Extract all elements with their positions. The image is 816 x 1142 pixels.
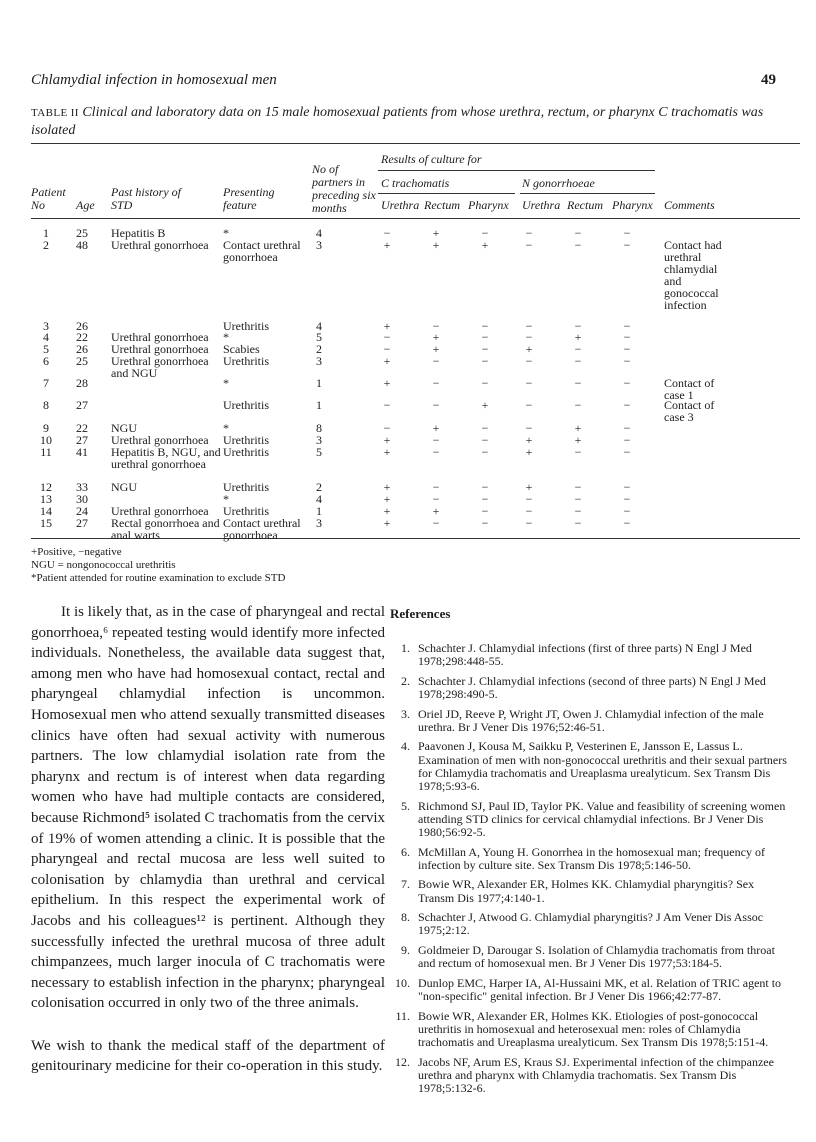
body-paragraph: It is likely that, as in the case of pharyngeal and rectal gonorrhoea,⁶ repeated testing would identify more infected individuals. Nonetheless, the available data suggest that, among men who have had homosexual contact, rectal and pharyngeal chlamydial infection is uncommon. Homosexual men who attend sexually transmitted diseases clinics have often had sexual activity with numerous partners. The low chlamydial isolation rate from the pharynx and rectum is of interest when data regarding women who have had multiple contacts are considered, because Richmond⁵ isolated C trachomatis from the cervix of 19% of women attending a clinic. It is possible that the pharyngeal and rectal mucosa are less well suited to colonisation by chlamydia than urethral and cervical epithelium. In this respect the experimental work of Jacobs and his colleagues¹² is pertinent. Although they successfully infected the urethral mucosa of three adult chimpanzees, much larger inocula of C trachomatis were necessary to establish infection in the pharynx; pharyngeal colonisation occurred in only two of the three animals. <box>31 604 385 1012</box>
cell-ng-p: − <box>623 238 631 252</box>
reference-text: Dunlop EMC, Harper IA, Al-Hussaini MK, et al. Relation of TRIC agent to "non-specific" genital infection. Br J Vener Dis 1966;42:77-87. <box>418 975 782 1003</box>
cell-ct-u: + <box>383 238 391 252</box>
cell-ct-p: − <box>481 433 489 447</box>
cell-ct-r: + <box>432 226 440 240</box>
reference-number: 4. <box>401 739 410 754</box>
cell-ct-p: − <box>481 226 489 240</box>
reference-item <box>390 642 790 668</box>
cell-ng-p: − <box>623 516 631 530</box>
cell-ct-r: + <box>432 330 440 344</box>
cell-presenting: Urethritis <box>223 398 269 412</box>
header-patient-no: Patient No <box>31 185 66 212</box>
body-text <box>31 602 385 1077</box>
cell-presenting: Scabies <box>223 342 260 356</box>
cell-ng-p: − <box>623 504 631 518</box>
cell-presenting: Contact urethral gonorrhoea <box>223 516 301 542</box>
cell-ct-u: − <box>383 330 391 344</box>
running-head: Chlamydial infection in homosexual men <box>31 72 277 88</box>
table-caption <box>31 104 801 139</box>
cell-ct-u: + <box>383 480 391 494</box>
reference-text: Schachter J. Chlamydial infections (second of three parts) N Engl J Med 1978;298:490-5. <box>418 673 766 701</box>
cell-ct-p: − <box>481 445 489 459</box>
cell-ct-u: + <box>383 504 391 518</box>
reference-item <box>390 708 790 734</box>
table-top-rule <box>31 143 800 144</box>
cell-no: 12 <box>40 480 52 494</box>
cell-ng-u: − <box>525 504 533 518</box>
reference-number: 9. <box>401 942 410 957</box>
ct-rule <box>378 193 515 194</box>
reference-text: Bowie WR, Alexander ER, Holmes KK. Etiologies of post-gonococcal urethritis in homosexual and heterosexual men: roles of Chlamydia trachomatis and Ureaplasma urealyticum. Sex Transm Dis 1978;5:151-4. <box>418 1008 769 1049</box>
cell-age: 22 <box>76 421 88 435</box>
cell-ng-u: − <box>525 330 533 344</box>
reference-text: Schachter J. Chlamydial infections (first of three parts) N Engl J Med 1978;298:448-55. <box>418 641 752 669</box>
cell-ng-p: − <box>623 330 631 344</box>
reference-item <box>390 977 790 1003</box>
cell-ng-r: + <box>574 330 582 344</box>
cell-history: Hepatitis B, NGU, and urethral gonorrhoea <box>111 445 221 471</box>
header-age: Age <box>76 198 95 212</box>
cell-ng-r: − <box>574 398 582 412</box>
cell-ct-u: + <box>383 354 391 368</box>
cell-age: 26 <box>76 342 88 356</box>
header-presenting: Presenting feature <box>223 185 275 212</box>
cell-presenting: Urethritis <box>223 445 269 459</box>
cell-age: 27 <box>76 398 88 412</box>
cell-ng-p: − <box>623 445 631 459</box>
cell-ng-p: − <box>623 492 631 506</box>
cell-no: 2 <box>43 238 49 252</box>
cell-no: 4 <box>43 330 49 344</box>
cell-age: 30 <box>76 492 88 506</box>
cell-no: 8 <box>43 398 49 412</box>
cell-partners: 5 <box>316 445 322 459</box>
cell-ct-r: − <box>432 354 440 368</box>
cell-presenting: Urethritis <box>223 433 269 447</box>
table-label: TABLE II <box>31 107 79 119</box>
cell-ct-p: − <box>481 516 489 530</box>
reference-number: 3. <box>401 706 410 721</box>
cell-no: 10 <box>40 433 52 447</box>
cell-no: 14 <box>40 504 52 518</box>
header-ct: C trachomatis <box>381 176 450 190</box>
cell-partners: 3 <box>316 516 322 530</box>
cell-ng-p: − <box>623 354 631 368</box>
cell-ct-p: − <box>481 330 489 344</box>
cell-history: NGU <box>111 480 137 494</box>
cell-ct-r: − <box>432 433 440 447</box>
cell-ng-u: − <box>525 516 533 530</box>
cell-age: 25 <box>76 354 88 368</box>
footnote: *Patient attended for routine examination to exclude STD <box>31 572 286 584</box>
cell-ct-r: − <box>432 492 440 506</box>
reference-number: 2. <box>401 673 410 688</box>
cell-ct-u: + <box>383 319 391 333</box>
reference-item <box>390 740 790 793</box>
cell-no: 3 <box>43 319 49 333</box>
cell-ng-r: − <box>574 492 582 506</box>
cell-age: 41 <box>76 445 88 459</box>
cell-age: 27 <box>76 433 88 447</box>
reference-text: Paavonen J, Kousa M, Saikku P, Vesterinen E, Jansson E, Lassus L. Examination of men with non-gonococcal urethritis and their sexual partners for Chlamydia trachomatis and Ureaplasma urealyticum. Sex Transm Dis 1978;5:93-6. <box>418 739 787 793</box>
cell-ct-u: + <box>383 492 391 506</box>
header-ng: N gonorrhoeae <box>522 176 595 190</box>
reference-number: 11. <box>395 1008 410 1023</box>
cell-no: 11 <box>40 445 52 459</box>
cell-no: 1 <box>43 226 49 240</box>
cell-presenting: * <box>223 226 229 240</box>
cell-comments: Contact of case 1 <box>664 376 715 402</box>
cell-no: 5 <box>43 342 49 356</box>
cell-age: 28 <box>76 376 88 390</box>
reference-number: 1. <box>401 641 410 655</box>
cell-ng-p: − <box>623 480 631 494</box>
cell-presenting: * <box>223 330 229 344</box>
cell-ct-p: − <box>481 492 489 506</box>
cell-age: 25 <box>76 226 88 240</box>
cell-ng-u: − <box>525 238 533 252</box>
cell-ng-p: − <box>623 376 631 390</box>
reference-number: 12. <box>395 1054 410 1069</box>
header-ct-pharynx: Pharynx <box>468 198 509 212</box>
cell-partners: 2 <box>316 342 322 356</box>
cell-age: 27 <box>76 516 88 530</box>
cell-presenting: * <box>223 492 229 506</box>
cell-ng-u: + <box>525 433 533 447</box>
cell-ct-p: − <box>481 342 489 356</box>
cell-ct-r: − <box>432 445 440 459</box>
reference-item <box>390 878 790 904</box>
cell-ct-p: − <box>481 354 489 368</box>
table-footnotes <box>31 546 285 585</box>
reference-number: 8. <box>401 910 410 925</box>
reference-item <box>390 1010 790 1050</box>
cell-ct-r: + <box>432 342 440 356</box>
cell-comments: Contact of case 3 <box>664 398 715 424</box>
cell-history: Hepatitis B <box>111 226 166 240</box>
reference-item <box>390 846 790 872</box>
cell-partners: 4 <box>316 226 322 240</box>
header-ng-rectum: Rectum <box>567 198 603 212</box>
cell-partners: 8 <box>316 421 322 435</box>
cell-ct-p: − <box>481 480 489 494</box>
cell-history: Urethral gonorrhoea <box>111 238 209 252</box>
cell-age: 33 <box>76 480 88 494</box>
cell-partners: 3 <box>316 433 322 447</box>
cell-age: 22 <box>76 330 88 344</box>
results-rule <box>378 170 655 171</box>
cell-ng-u: − <box>525 319 533 333</box>
reference-number: 6. <box>401 844 410 859</box>
cell-ng-r: − <box>574 319 582 333</box>
reference-text: Bowie WR, Alexander ER, Holmes KK. Chlamydial pharyngitis? Sex Transm Dis 1977;4:140-1. <box>418 877 755 905</box>
cell-presenting: Urethritis <box>223 480 269 494</box>
cell-ng-p: − <box>623 398 631 412</box>
reference-item <box>390 1056 790 1096</box>
cell-ng-r: − <box>574 226 582 240</box>
cell-history: Urethral gonorrhoea <box>111 342 209 356</box>
cell-ng-u: − <box>525 354 533 368</box>
cell-ct-u: + <box>383 445 391 459</box>
cell-ct-u: + <box>383 516 391 530</box>
cell-ct-p: − <box>481 421 489 435</box>
cell-ng-r: − <box>574 376 582 390</box>
table-caption-text: Clinical and laboratory data on 15 male homosexual patients from whose urethra, rectum, or pharynx C trachomatis was isolated <box>31 105 764 138</box>
cell-history: Urethral gonorrhoea <box>111 504 209 518</box>
acknowledgement: We wish to thank the medical staff of the department of genitourinary medicine for their co-operation in this study. <box>31 1037 385 1075</box>
header-bottom-rule <box>31 218 800 219</box>
cell-partners: 1 <box>316 376 322 390</box>
cell-ct-r: − <box>432 516 440 530</box>
cell-presenting: Urethritis <box>223 354 269 368</box>
cell-presenting: Urethritis <box>223 319 269 333</box>
cell-ng-u: + <box>525 342 533 356</box>
cell-ng-r: + <box>574 433 582 447</box>
reference-item <box>390 800 790 840</box>
cell-ct-u: + <box>383 433 391 447</box>
cell-history: Urethral gonorrhoea and NGU <box>111 354 209 380</box>
cell-age: 26 <box>76 319 88 333</box>
reference-item <box>390 944 790 970</box>
cell-ct-u: − <box>383 226 391 240</box>
reference-item <box>390 675 790 701</box>
cell-comments: Contact had urethral chlamydial and gonococcal infection <box>664 238 722 312</box>
cell-ng-r: − <box>574 342 582 356</box>
header-ct-rectum: Rectum <box>424 198 460 212</box>
cell-partners: 3 <box>316 238 322 252</box>
cell-ng-r: − <box>574 480 582 494</box>
cell-ct-u: − <box>383 398 391 412</box>
header-ng-urethra: Urethra <box>522 198 561 212</box>
cell-partners: 4 <box>316 319 322 333</box>
cell-ng-r: − <box>574 445 582 459</box>
cell-ng-u: − <box>525 376 533 390</box>
cell-ng-r: − <box>574 354 582 368</box>
cell-ng-u: − <box>525 492 533 506</box>
cell-age: 48 <box>76 238 88 252</box>
cell-ct-r: − <box>432 480 440 494</box>
cell-presenting: Contact urethral gonorrhoea <box>223 238 301 264</box>
header-ng-pharynx: Pharynx <box>612 198 653 212</box>
cell-ng-u: − <box>525 226 533 240</box>
header-partners: No of partners in preceding six months <box>312 162 376 215</box>
cell-partners: 1 <box>316 504 322 518</box>
reference-text: Schachter J, Atwood G. Chlamydial pharyngitis? J Am Vener Dis Assoc 1975;2:12. <box>418 910 764 938</box>
cell-ng-r: − <box>574 238 582 252</box>
cell-ng-r: − <box>574 516 582 530</box>
cell-partners: 3 <box>316 354 322 368</box>
reference-text: Goldmeier D, Darougar S. Isolation of Chlamydia trachomatis from throat and rectum of homosexual men. Br J Vener Dis 1977;53:184-5. <box>418 942 775 971</box>
footnote: +Positive, −negative <box>31 546 122 558</box>
cell-ct-p: − <box>481 504 489 518</box>
cell-no: 15 <box>40 516 52 530</box>
reference-text: Jacobs NF, Arum ES, Kraus SJ. Experimental infection of the chimpanzee urethra and pharynx with Chlamydia trachomatis. Sex Transm Dis 1978;5:132-6. <box>418 1054 774 1095</box>
reference-text: Richmond SJ, Paul ID, Taylor PK. Value and feasibility of screening women attending STD clinics for cervical chlamydial infections. Br J Vener Dis 1980;56:92-5. <box>418 798 786 839</box>
reference-text: Oriel JD, Reeve P, Wright JT, Owen J. Chlamydial infection of the male urethra. Br J Vener Dis 1976;52:46-51. <box>418 706 764 734</box>
header-results: Results of culture for <box>381 152 482 166</box>
cell-ng-r: − <box>574 504 582 518</box>
cell-ct-p: + <box>481 238 489 252</box>
cell-ct-u: − <box>383 342 391 356</box>
cell-ct-r: + <box>432 421 440 435</box>
cell-ng-u: + <box>525 445 533 459</box>
cell-ng-u: − <box>525 421 533 435</box>
cell-history: Rectal gonorrhoea and anal warts <box>111 516 220 542</box>
cell-partners: 2 <box>316 480 322 494</box>
cell-history: NGU <box>111 421 137 435</box>
footnote: NGU = nongonococcal urethritis <box>31 559 176 571</box>
cell-ng-u: − <box>525 398 533 412</box>
cell-partners: 5 <box>316 330 322 344</box>
cell-no: 9 <box>43 421 49 435</box>
cell-no: 13 <box>40 492 52 506</box>
cell-ct-p: + <box>481 398 489 412</box>
header-comments: Comments <box>664 198 715 212</box>
cell-ct-r: − <box>432 376 440 390</box>
cell-ct-p: − <box>481 319 489 333</box>
cell-ng-p: − <box>623 226 631 240</box>
cell-presenting: * <box>223 421 229 435</box>
cell-ng-r: + <box>574 421 582 435</box>
cell-presenting: Urethritis <box>223 504 269 518</box>
cell-ct-r: − <box>432 319 440 333</box>
cell-ng-u: + <box>525 480 533 494</box>
cell-ct-p: − <box>481 376 489 390</box>
page-number: 49 <box>761 72 776 88</box>
cell-ct-r: − <box>432 398 440 412</box>
header-ct-urethra: Urethra <box>381 198 420 212</box>
cell-history: Urethral gonorrhoea <box>111 330 209 344</box>
header-past-history: Past history of STD <box>111 185 182 212</box>
reference-number: 7. <box>401 877 410 892</box>
cell-ng-p: − <box>623 319 631 333</box>
ng-rule <box>520 193 655 194</box>
cell-ct-r: + <box>432 504 440 518</box>
cell-ct-u: + <box>383 376 391 390</box>
references-heading: References <box>390 606 451 621</box>
cell-ng-p: − <box>623 421 631 435</box>
cell-presenting: * <box>223 376 229 390</box>
cell-partners: 1 <box>316 398 322 412</box>
reference-item <box>390 911 790 937</box>
references-list <box>390 642 790 1102</box>
cell-ng-p: − <box>623 433 631 447</box>
reference-number: 10. <box>395 975 410 990</box>
cell-no: 6 <box>43 354 49 368</box>
cell-ct-r: + <box>432 238 440 252</box>
cell-ct-u: − <box>383 421 391 435</box>
cell-age: 24 <box>76 504 88 518</box>
reference-number: 5. <box>401 798 410 813</box>
reference-text: McMillan A, Young H. Gonorrhea in the homosexual man; frequency of infection by culture site. Sex Transm Dis 1978;5:146-50. <box>418 844 765 872</box>
cell-partners: 4 <box>316 492 322 506</box>
cell-ng-p: − <box>623 342 631 356</box>
cell-history: Urethral gonorrhoea <box>111 433 209 447</box>
cell-no: 7 <box>43 376 49 390</box>
